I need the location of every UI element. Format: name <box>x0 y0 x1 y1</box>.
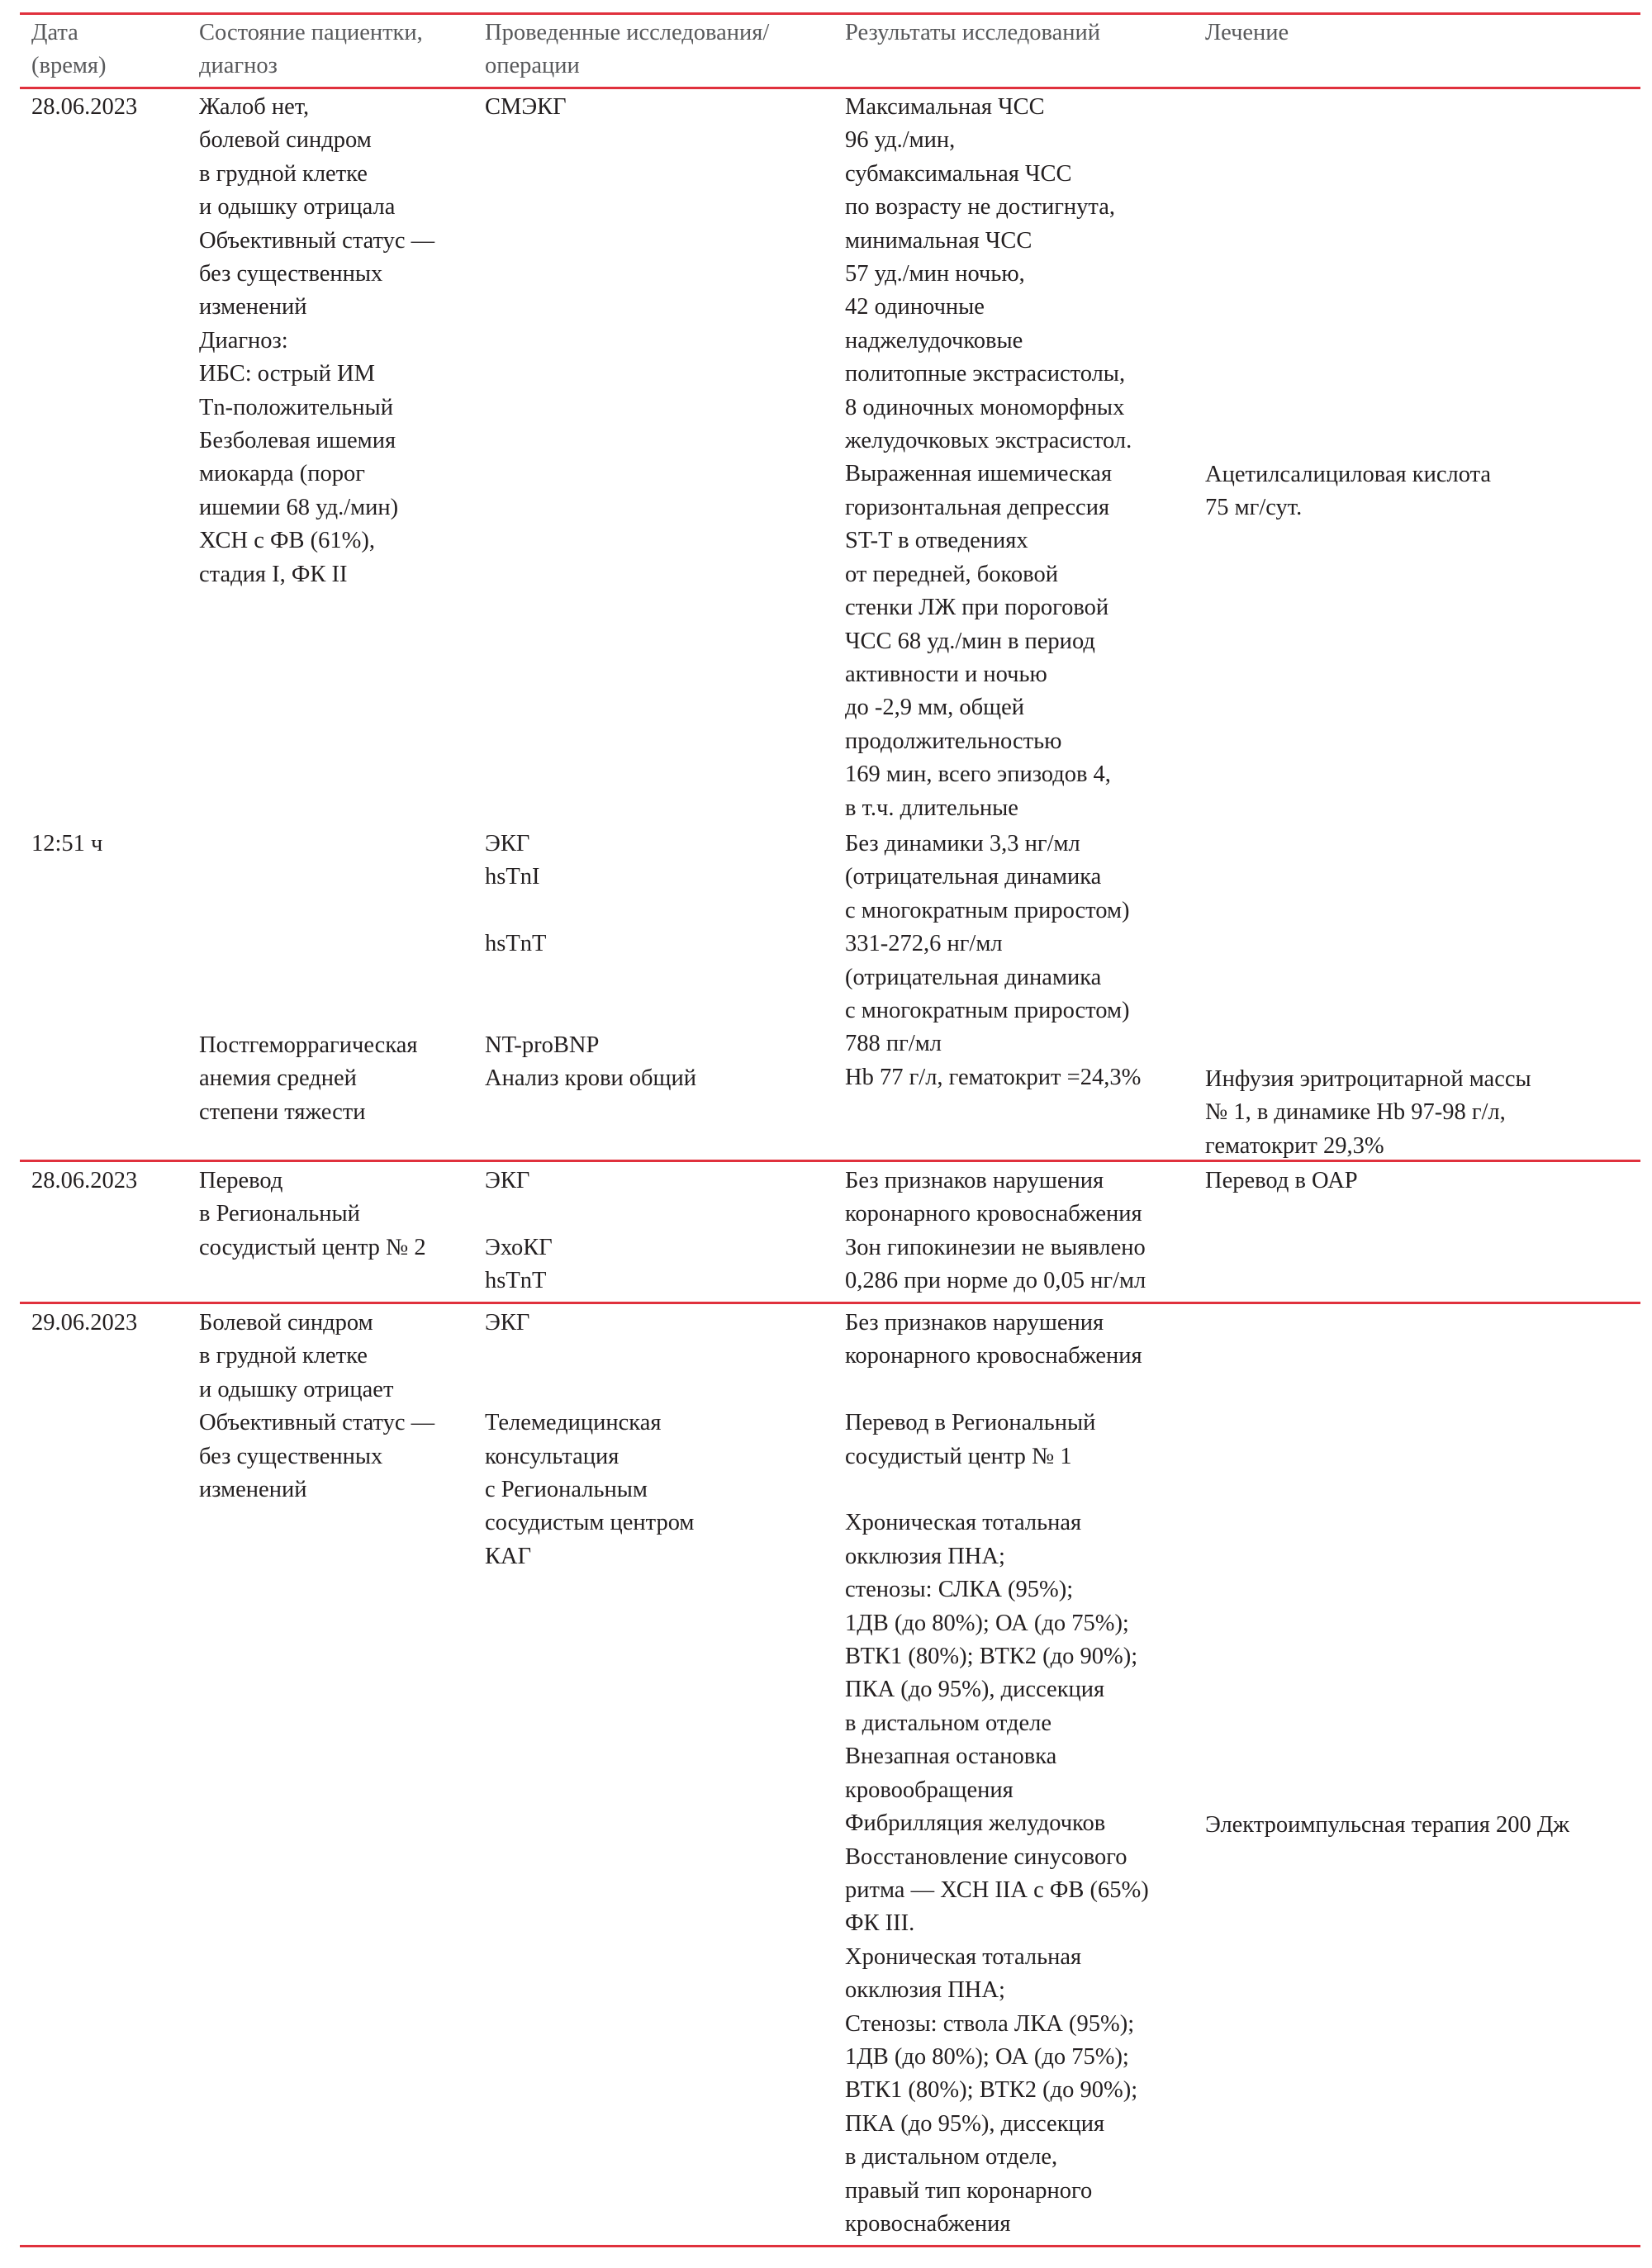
header-date: Дата (время) <box>31 20 107 79</box>
header-condition: Состояние пациентки, диагноз <box>199 20 423 79</box>
row1-procedure3: NT-proBNP Анализ крови общий <box>485 1032 696 1092</box>
row2-rule <box>20 1302 1640 1304</box>
row2-procedure: ЭКГ ЭхоКГ hsTnT <box>485 1168 553 1294</box>
row2-treatment: Перевод в ОАР <box>1205 1168 1358 1193</box>
row2-date: 28.06.2023 <box>31 1168 138 1193</box>
row1-rule <box>20 1160 1640 1162</box>
row3-condition: Болевой синдром в грудной клетке и одышку отрицает Объективный статус — без существенных изменений <box>199 1310 435 1503</box>
row3-date: 29.06.2023 <box>31 1310 138 1336</box>
row1-treatment2: Инфузия эритроцитарной массы № 1, в динамике Hb 97-98 г/л, гематокрит 29,3% <box>1205 1066 1531 1159</box>
row1-treatment: Ацетилсалициловая кислота 75 мг/сут. <box>1205 462 1492 521</box>
header-procedures: Проведенные исследования/ операции <box>485 20 770 79</box>
row2-condition: Перевод в Региональный сосудистый центр № 2 <box>199 1168 426 1260</box>
row1-results2: Без динамики 3,3 нг/мл (отрицательная динамика с многократным приростом) 331-272,6 нг/мл (отрицательная динамика с многократным приростом) 788 пг/мл Hb 77 г/л, гематокрит =24,3% <box>845 831 1142 1090</box>
row1-condition2: Постгеморрагическая анемия средней степени тяжести <box>199 1032 418 1125</box>
row1-results: Максимальная ЧСС 96 уд./мин, субмаксимальная ЧСС по возрасту не достигнута, минимальная ЧСС 57 уд./мин ночью, 42 одиночные наджелудочковые политопные экстрасистолы, 8 одиночных мономорфных желудочковых экстрасистол. Выраженная ишемическая горизонтальная депрессия ST-T в отведениях от передней, боковой стенки ЛЖ при пороговой ЧСС 68 уд./мин в период активности и ночью до -2,9 мм, общей продолжительностью 169 мин, всего эпизодов 4, в т.ч. длительные <box>845 94 1132 821</box>
table-top-rule <box>20 12 1640 15</box>
row1-condition: Жалоб нет, болевой синдром в грудной клетке и одышку отрицала Объективный статус — без существенных изменений Диагноз: ИБС: острый ИМ Tn-положительный Безболевая ишемия миокарда (порог ишемии 68 уд./мин) ХСН с ФВ (61%), стадия I, ФК II <box>199 94 435 587</box>
header-rule <box>20 87 1640 89</box>
row3-results: Без признаков нарушения коронарного кровоснабжения Перевод в Региональный сосудистый центр № 1 Хроническая тотальная окклюзия ПНА; стенозы: СЛКА (95%); 1ДВ (до 80%); ОА (до 75%); ВТК1 (80%); ВТК2 (до 90%); ПКА (до 95%), диссекция в дистальном отделе Внезапная остановка кровообращения Фибрилляция желудочков Восстановление синусового ритма — ХСН IIА с ФВ (65%) ФК III. Хроническая тотальная окклюзия ПНА; Стенозы: ствола ЛКА (95%); 1ДВ (до 80%); ОА (до 75%); ВТК1 (80%); ВТК2 (до 90%); ПКА (до 95%), диссекция в дистальном отделе, правый тип коронарного кровоснабжения <box>845 1310 1149 2237</box>
row2-results: Без признаков нарушения коронарного кровоснабжения Зон гипокинезии не выявлено 0,286 при норме до 0,05 нг/мл <box>845 1168 1146 1294</box>
header-treatment: Лечение <box>1205 20 1289 45</box>
row3-procedure: ЭКГ Телемедицинская консультация с Региональным сосудистым центром КАГ <box>485 1310 695 1569</box>
row1-time: 12:51 ч <box>31 831 103 856</box>
header-results: Результаты исследований <box>845 20 1100 45</box>
table-bottom-rule <box>20 2245 1640 2247</box>
row1-procedure2: ЭКГ hsTnI hsTnT <box>485 831 547 957</box>
row1-procedure: СМЭКГ <box>485 94 567 120</box>
row3-treatment: Электроимпульсная терапия 200 Дж <box>1205 1812 1569 1838</box>
row1-date: 28.06.2023 <box>31 94 138 120</box>
